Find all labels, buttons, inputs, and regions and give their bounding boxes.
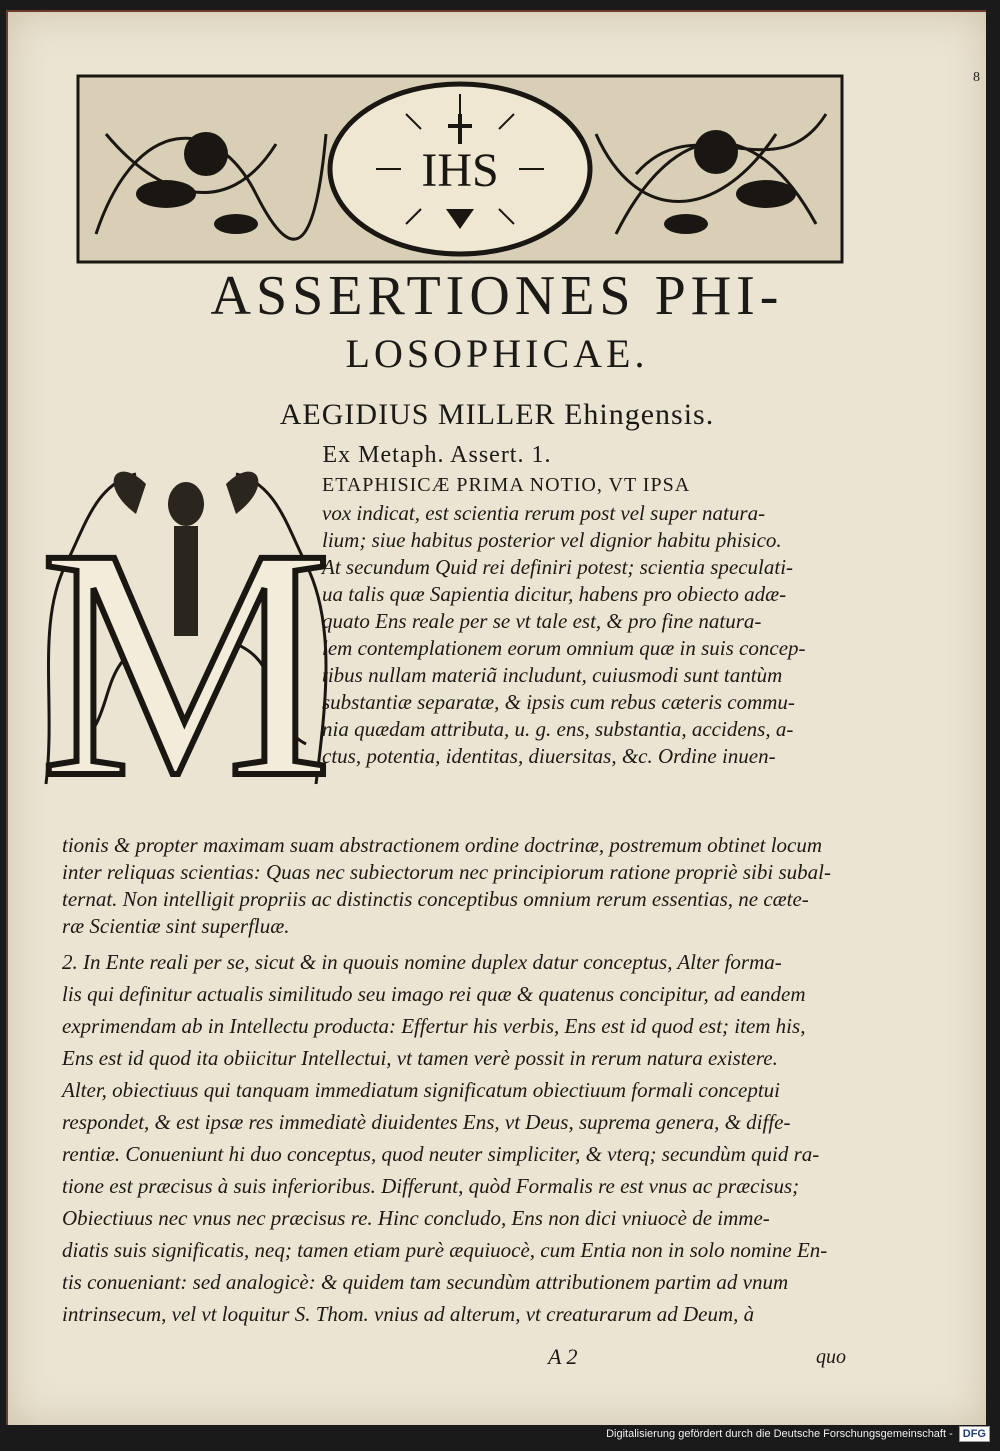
text-line: tis conueniant: sed analogicè: & quidem tam secundùm attributionem partim ad vnum [62,1270,789,1294]
text-line: tione est præcisus à suis inferioribus. Differunt, quòd Formalis re est vnus ac præcisus; [62,1174,800,1198]
text-line: Alter, obiectiuus qui tanquam immediatum significatum obiectiuum formali conceptui [62,1078,780,1102]
text-line: respondet, & est ipsæ res immediatè diuidentes Ens, vt Deus, suprema genera, & diffe- [62,1110,791,1134]
text-line: diatis suis significatis, neq; tamen etiam purè æquiuocè, cum Entia non in solo nomine En- [62,1238,828,1262]
text-line: lium; siue habitus posterior vel dignior habitu phisico. [322,528,782,552]
text-line: ua talis quæ Sapientia dicitur, habens pro obiecto adæ- [322,582,787,606]
text-line: nia quædam attributa, u. g. ens, substantia, accidens, a- [322,717,794,741]
text-line: vox indicat, est scientia rerum post vel super natura- [322,501,766,525]
page-number: 8 [973,70,980,85]
ihs-monogram: IHS [421,144,499,197]
section-heading: Ex Metaph. Assert. 1. [322,442,552,468]
initial-letter: M [39,481,333,804]
text-line: lis qui definitur actualis similitudo seu imago rei quæ & quatenus concipitur, ad eandem [62,982,806,1006]
book-page [6,10,986,1425]
author-line: AEGIDIUS MILLER Ehingensis. [279,398,715,431]
text-line: Ens est id quod ita obiicitur Intellectui, vt tamen verè possit in rerum natura existere. [62,1046,778,1070]
text-line: tibus nullam materiã includunt, cuiusmodi sunt tantùm [322,663,783,687]
text-line: substantiæ separatæ, & ipsis cum rebus cæteris commu- [322,690,795,714]
woodcut-headpiece [76,74,844,264]
text-line: intrinsecum, vel vt loquitur S. Thom. vnius ad alterum, vt creaturarum ad Deum, à [62,1302,755,1326]
text-line: tionis & propter maximam suam abstractionem ordine doctrinæ, postremum obtinet locum [62,833,823,857]
text-line: 2. In Ente reali per se, sicut & in quouis nomine duplex datur conceptus, Alter forma- [62,950,782,974]
text-line: ternat. Non intelligit propriis ac distinctis conceptibus omnium rerum essentias, ne cæte- [62,887,809,911]
text-line: exprimendam ab in Intellectu producta: Effertur his verbis, Ens est id quod est; item his, [62,1014,806,1038]
title-line-2: LOSOPHICAE. [345,331,649,376]
text-line: inter reliquas scientias: Quas nec subiectorum nec principiorum ratione propriè sibi subal- [62,860,831,884]
text-line: ETAPHISICÆ PRIMA NOTIO, VT IPSA [322,474,691,496]
signature-mark: A 2 [548,1344,578,1369]
text-line: lem contemplationem eorum omnium quæ in suis concep- [322,636,806,660]
catchword: quo [816,1346,846,1368]
footer-text: Digitalisierung gefördert durch die Deutsche Forschungsgemeinschaft - [606,1428,953,1440]
text-line: quato Ens reale per se vt tale est, & pro fine natura- [322,609,762,633]
digitization-footer [606,1423,990,1445]
text-line: rentiæ. Conueniunt hi duo conceptus, quod neuter simpliciter, & vterq; secundùm quid ra- [62,1142,820,1166]
text-line: Obiectiuus nec vnus nec præcisus re. Hinc concludo, Ens non dici vniuocè de imme- [62,1206,770,1230]
decorated-initial-m [36,444,346,804]
dfg-logo: DFG [959,1426,990,1442]
text-line: ctus, potentia, identitas, diuersitas, &c. Ordine inuen- [322,744,776,768]
text-line: ræ Scientiæ sint superfluæ. [62,914,290,938]
text-line: At secundum Quid rei definiri potest; scientia speculati- [322,555,794,579]
title-line-1: ASSERTIONES PHI- [210,265,784,327]
